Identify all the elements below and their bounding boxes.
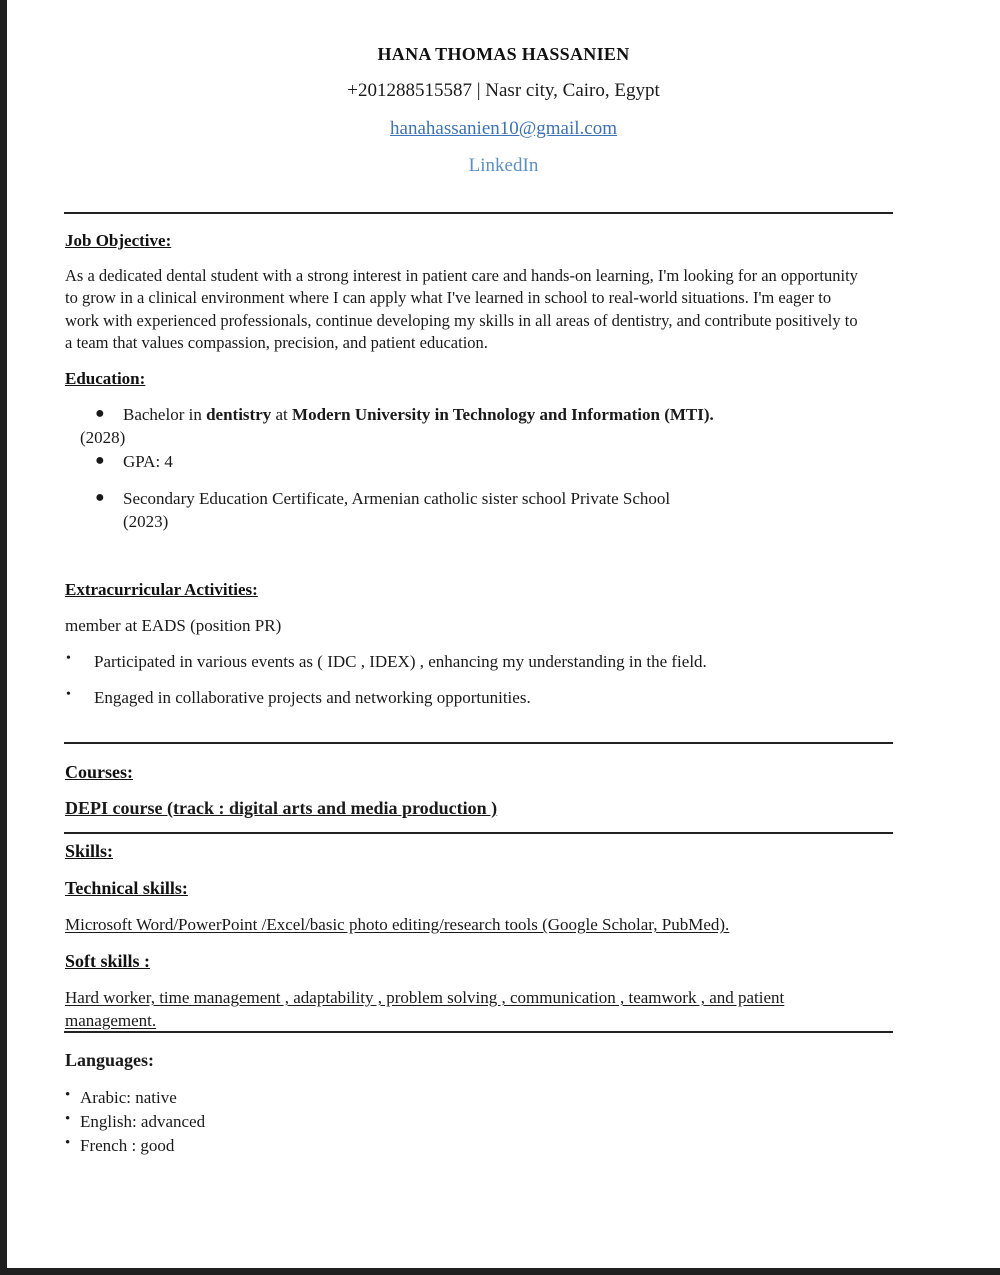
extracurricular-heading: Extracurricular Activities: — [65, 580, 258, 599]
linkedin-row — [7, 155, 1000, 177]
objective-heading: Job Objective: — [65, 231, 172, 250]
soft-skills-text: Hard worker, time management , adaptability , problem solving , communication , teamwork , and patient — [65, 988, 785, 1007]
technical-skills-heading: Technical skills: — [65, 878, 188, 898]
bullet-icon: • — [66, 687, 71, 702]
bullet-icon: ● — [95, 405, 105, 422]
bachelor-university: Modern University in Technology and Information (MTI). — [292, 405, 714, 424]
language-item: Arabic: native — [80, 1088, 177, 1107]
language-item: French : good — [80, 1136, 175, 1155]
extracurricular-item: Engaged in collaborative projects and networking opportunities. — [94, 688, 531, 707]
bullet-icon: • — [65, 1135, 71, 1151]
education-bachelor — [123, 405, 714, 425]
bullet-icon: • — [65, 1087, 71, 1103]
candidate-name: HANA THOMAS HASSANIEN — [377, 44, 630, 64]
email-row — [7, 118, 1000, 140]
bachelor-prefix: Bachelor in — [123, 405, 207, 424]
course-item: DEPI course (track : digital arts and media production ) — [65, 798, 498, 818]
section-divider — [64, 212, 893, 214]
technical-skills-text: Microsoft Word/PowerPoint /Excel/basic photo editing/research tools (Google Scholar, PubMed). — [65, 915, 730, 934]
section-divider — [64, 1031, 893, 1033]
objective-text: As a dedicated dental student with a strong interest in patient care and hands-on learning, I'm looking for an opportunity to grow in a clinical environment where I can apply what I've learned in school to real-world situations. I'm eager to work with experienced professionals, continue developing my skills in all areas of dentistry, and contribute positively to a team that values compassion, precision, and patient education. — [65, 266, 858, 352]
education-heading: Education: — [65, 369, 146, 388]
resume-page — [7, 0, 1000, 1268]
bullet-icon: • — [66, 651, 71, 666]
email-link[interactable]: hanahassanien10@gmail.com — [390, 118, 617, 139]
soft-skills-heading: Soft skills : — [65, 951, 151, 971]
linkedin-link[interactable]: LinkedIn — [468, 155, 539, 176]
education-secondary: Secondary Education Certificate, Armenian catholic sister school Private School — [123, 489, 671, 508]
bachelor-field: dentistry — [206, 405, 272, 424]
extracurricular-item: Participated in various events as ( IDC , IDEX) , enhancing my understanding in the field. — [94, 652, 707, 671]
bachelor-year: (2028) — [80, 428, 126, 447]
soft-skills-text-cont: management. — [65, 1011, 157, 1030]
bullet-icon: ● — [95, 489, 105, 506]
section-divider — [64, 742, 893, 744]
contact-line: +201288515587 | Nasr city, Cairo, Egypt — [347, 80, 660, 101]
languages-heading: Languages: — [65, 1050, 155, 1070]
bullet-icon: • — [65, 1111, 71, 1127]
language-item: English: advanced — [80, 1112, 206, 1131]
courses-heading: Courses: — [65, 762, 133, 782]
section-divider — [64, 832, 893, 834]
extracurricular-intro: member at EADS (position PR) — [65, 616, 282, 635]
secondary-year: (2023) — [123, 512, 169, 531]
skills-heading: Skills: — [65, 841, 114, 861]
education-gpa: GPA: 4 — [123, 452, 173, 471]
bullet-icon: ● — [95, 452, 105, 469]
bachelor-at: at — [271, 405, 293, 424]
